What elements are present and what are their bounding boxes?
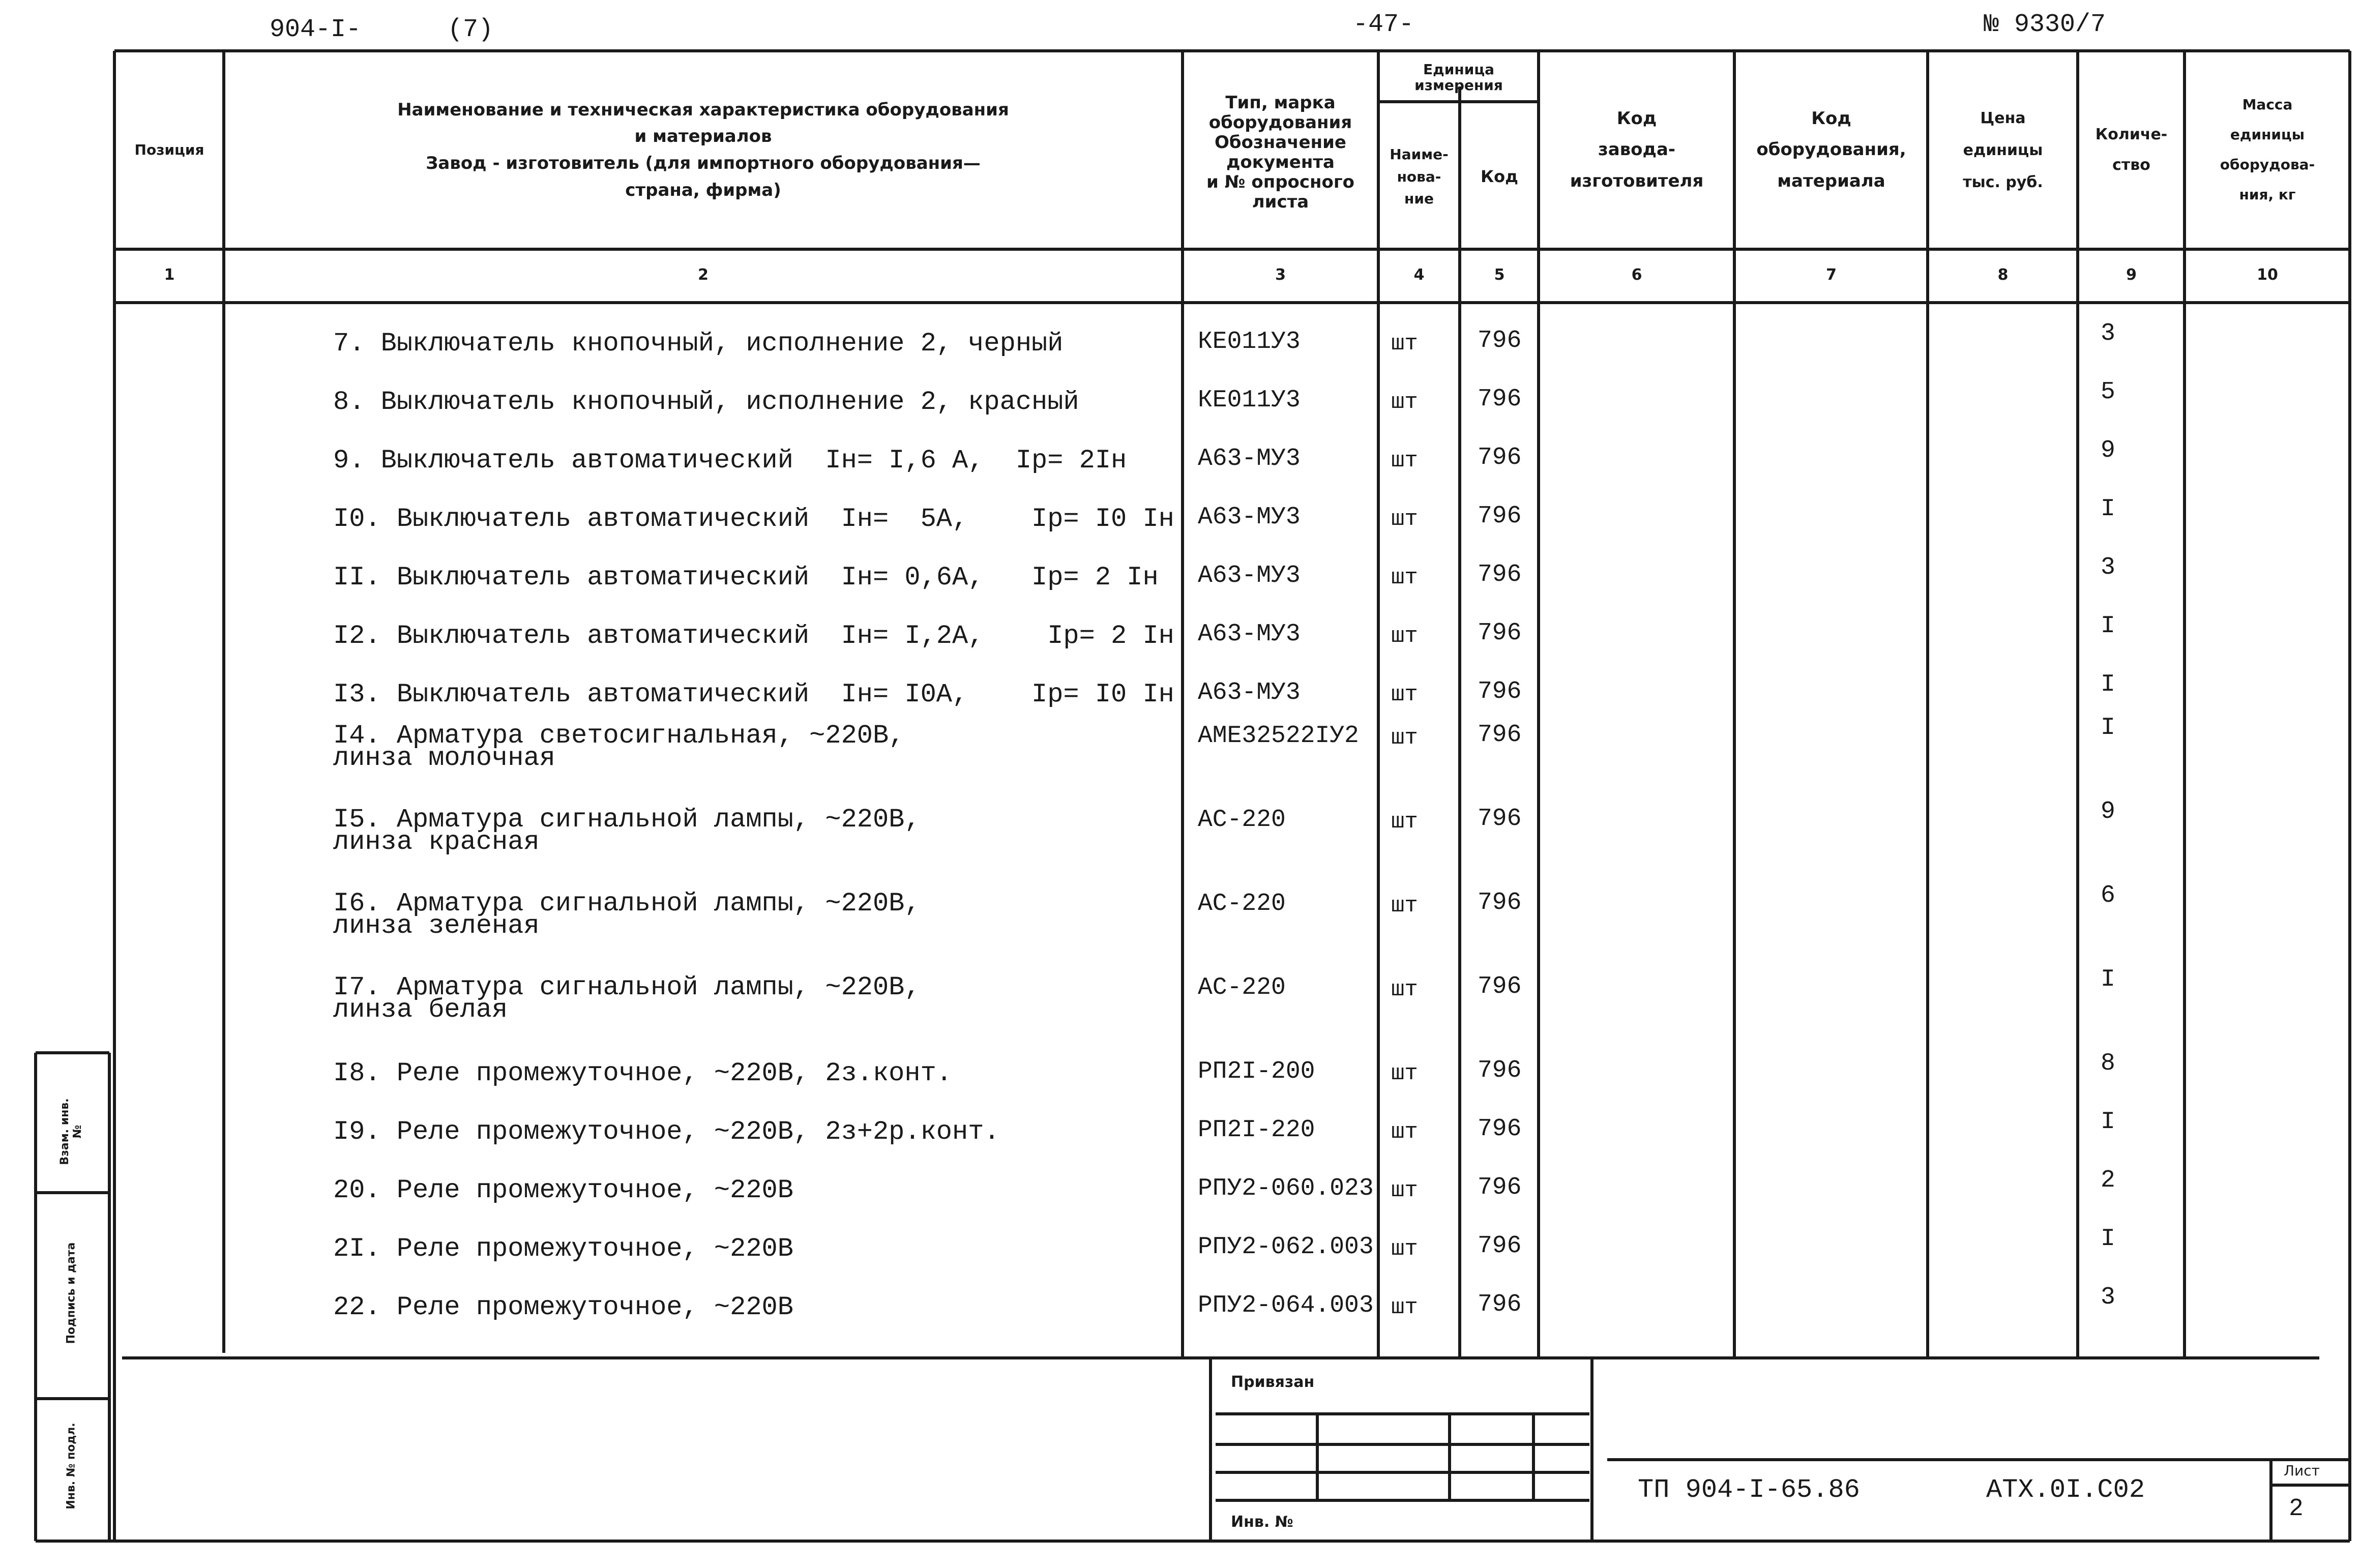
side-label-original-inventory: Инв. № подл. (65, 1423, 78, 1510)
item-type: А63-МУ3 (1198, 679, 1301, 706)
item-quantity: 9 (2101, 798, 2115, 825)
item-unit-code: 796 (1478, 561, 1522, 588)
item-quantity: 2 (2101, 1167, 2115, 1194)
item-unit: шт (1391, 893, 1418, 919)
item-quantity: I (2101, 495, 2115, 523)
col-header-name: Наименование и техническая характеристика оборудования и материалов Завод - изготовитель (для импортного оборудования— страна, фирма) (397, 99, 1009, 200)
item-unit-code: 796 (1478, 1291, 1522, 1318)
item-quantity: 6 (2101, 882, 2115, 909)
item-name: I0. Выключатель автоматический Iн= 5А, Iр= I0 Iн (333, 504, 1174, 534)
col-number: 10 (2257, 266, 2278, 284)
col-header-price: Цена единицы тыс. руб. (1963, 109, 2043, 191)
item-type: КЕ011У3 (1198, 387, 1301, 414)
col-number: 9 (2126, 266, 2137, 284)
project-code: ТП 904-I-65.86 (1638, 1475, 1860, 1505)
item-unit-code: 796 (1478, 1057, 1522, 1084)
col-header-position: Позиция (134, 141, 204, 159)
item-name: 7. Выключатель кнопочный, исполнение 2, черный (333, 329, 1064, 359)
item-name: I8. Реле промежуточное, ~220В, 2з.конт. (333, 1058, 952, 1088)
item-name: I5. Арматура сигнальной лампы, ~220В, линза красная (333, 805, 921, 857)
item-unit: шт (1391, 565, 1418, 590)
item-unit: шт (1391, 1295, 1418, 1320)
item-type: А63-МУ3 (1198, 445, 1301, 472)
item-name: 22. Реле промежуточное, ~220В (333, 1292, 793, 1322)
item-name: 8. Выключатель кнопочный, исполнение 2, красный (333, 387, 1079, 417)
col-header-unit-name: Наиме- нова- ние (1390, 146, 1449, 208)
item-unit-code: 796 (1478, 678, 1522, 705)
item-unit-code: 796 (1478, 1115, 1522, 1143)
item-unit: шт (1391, 1119, 1418, 1145)
item-unit: шт (1391, 390, 1418, 415)
col-number: 5 (1494, 266, 1505, 284)
item-unit-code: 796 (1478, 805, 1522, 833)
item-type: А63-МУ3 (1198, 620, 1301, 648)
item-quantity: 5 (2101, 378, 2115, 406)
item-unit: шт (1391, 1061, 1418, 1086)
item-type: АМЕ32522IУ2 (1198, 722, 1359, 750)
inventory-label: Инв. № (1231, 1513, 1293, 1531)
col-number: 8 (1997, 266, 2009, 284)
col-number: 4 (1413, 266, 1425, 284)
item-unit: шт (1391, 725, 1418, 751)
item-type: РП2I-220 (1198, 1116, 1315, 1144)
item-name: 9. Выключатель автоматический Iн= I,6 А, Iр= 2Iн (333, 446, 1127, 476)
item-unit: шт (1391, 331, 1418, 357)
item-unit-code: 796 (1478, 1232, 1522, 1260)
sheet-label: Лист (2284, 1462, 2320, 1479)
item-quantity: 3 (2101, 554, 2115, 581)
item-name: I7. Арматура сигнальной лампы, ~220В, линза белая (333, 972, 921, 1025)
item-type: РПУ2-060.023 (1198, 1175, 1374, 1202)
page-number: -47- (1353, 10, 1414, 39)
item-unit-code: 796 (1478, 444, 1522, 471)
item-name: 2I. Реле промежуточное, ~220В (333, 1234, 793, 1264)
item-unit-code: 796 (1478, 502, 1522, 530)
col-header-quantity: Количе- ство (2095, 126, 2168, 174)
item-type: РП2I-200 (1198, 1058, 1315, 1085)
series-part: (7) (448, 15, 494, 44)
item-quantity: I (2101, 1108, 2115, 1136)
item-type: АС-220 (1198, 890, 1286, 918)
item-quantity: 3 (2101, 320, 2115, 347)
item-unit: шт (1391, 682, 1418, 707)
sheet-code: АТХ.0I.С02 (1986, 1475, 2145, 1505)
col-header-unit-code: Код (1481, 166, 1518, 186)
item-unit-code: 796 (1478, 327, 1522, 354)
col-number: 1 (164, 266, 175, 284)
item-unit-code: 796 (1478, 386, 1522, 413)
item-name: I4. Арматура светосигнальная, ~220В, линза молочная (333, 721, 905, 774)
item-quantity: 9 (2101, 437, 2115, 464)
item-type: А63-МУ3 (1198, 504, 1301, 531)
col-header-unit-group: Единица измерения (1414, 61, 1503, 94)
item-type: АС-220 (1198, 806, 1286, 834)
col-number: 3 (1275, 266, 1286, 284)
item-name: I3. Выключатель автоматический Iн= I0А, Iр= I0 Iн (333, 679, 1174, 709)
item-quantity: I (2101, 966, 2115, 993)
sheet-number: 2 (2289, 1495, 2304, 1523)
item-quantity: 3 (2101, 1284, 2115, 1311)
side-label-replaced-inventory: Взам. инв. № (58, 1098, 84, 1165)
col-header-mass: Масса единицы оборудова- ния, кг (2220, 96, 2315, 203)
item-name: I2. Выключатель автоматический Iн= I,2А, Iр= 2 Iн (333, 621, 1174, 651)
item-unit-code: 796 (1478, 889, 1522, 916)
item-unit: шт (1391, 448, 1418, 474)
col-header-equipment-code: Код оборудования, материала (1756, 108, 1906, 191)
item-unit-code: 796 (1478, 973, 1522, 1000)
col-number: 6 (1631, 266, 1642, 284)
item-type: РПУ2-062.003 (1198, 1233, 1374, 1261)
item-unit: шт (1391, 977, 1418, 1002)
item-unit: шт (1391, 624, 1418, 649)
side-label-signature-date: Подпись и дата (65, 1242, 78, 1344)
item-name: I6. Арматура сигнальной лампы, ~220В, линза зеленая (333, 889, 921, 941)
item-unit: шт (1391, 1178, 1418, 1203)
item-type: АС-220 (1198, 974, 1286, 1001)
item-quantity: I (2101, 671, 2115, 698)
item-type: КЕ011У3 (1198, 328, 1301, 356)
item-unit: шт (1391, 809, 1418, 835)
document-number: № 9330/7 (1984, 10, 2106, 39)
item-unit: шт (1391, 507, 1418, 532)
item-quantity: 8 (2101, 1050, 2115, 1077)
series-code: 904-I- (270, 15, 362, 44)
col-header-type: Тип, марка оборудования Обозначение документа и № опросного листа (1206, 92, 1355, 213)
item-unit-code: 796 (1478, 721, 1522, 749)
item-unit: шт (1391, 1236, 1418, 1262)
item-quantity: I (2101, 714, 2115, 742)
bound-label: Привязан (1231, 1373, 1315, 1391)
item-unit-code: 796 (1478, 1174, 1522, 1201)
item-type: А63-МУ3 (1198, 562, 1301, 589)
item-name: II. Выключатель автоматический Iн= 0,6А, Iр= 2 Iн (333, 563, 1159, 593)
col-number: 7 (1826, 266, 1837, 284)
col-header-maker-code: Код завода- изготовителя (1570, 108, 1704, 191)
item-quantity: I (2101, 612, 2115, 640)
item-name: I9. Реле промежуточное, ~220В, 2з+2р.конт. (333, 1117, 1000, 1147)
item-name: 20. Реле промежуточное, ~220В (333, 1175, 793, 1205)
col-number: 2 (698, 266, 709, 284)
item-type: РПУ2-064.003 (1198, 1292, 1374, 1319)
item-unit-code: 796 (1478, 619, 1522, 647)
item-quantity: I (2101, 1225, 2115, 1253)
